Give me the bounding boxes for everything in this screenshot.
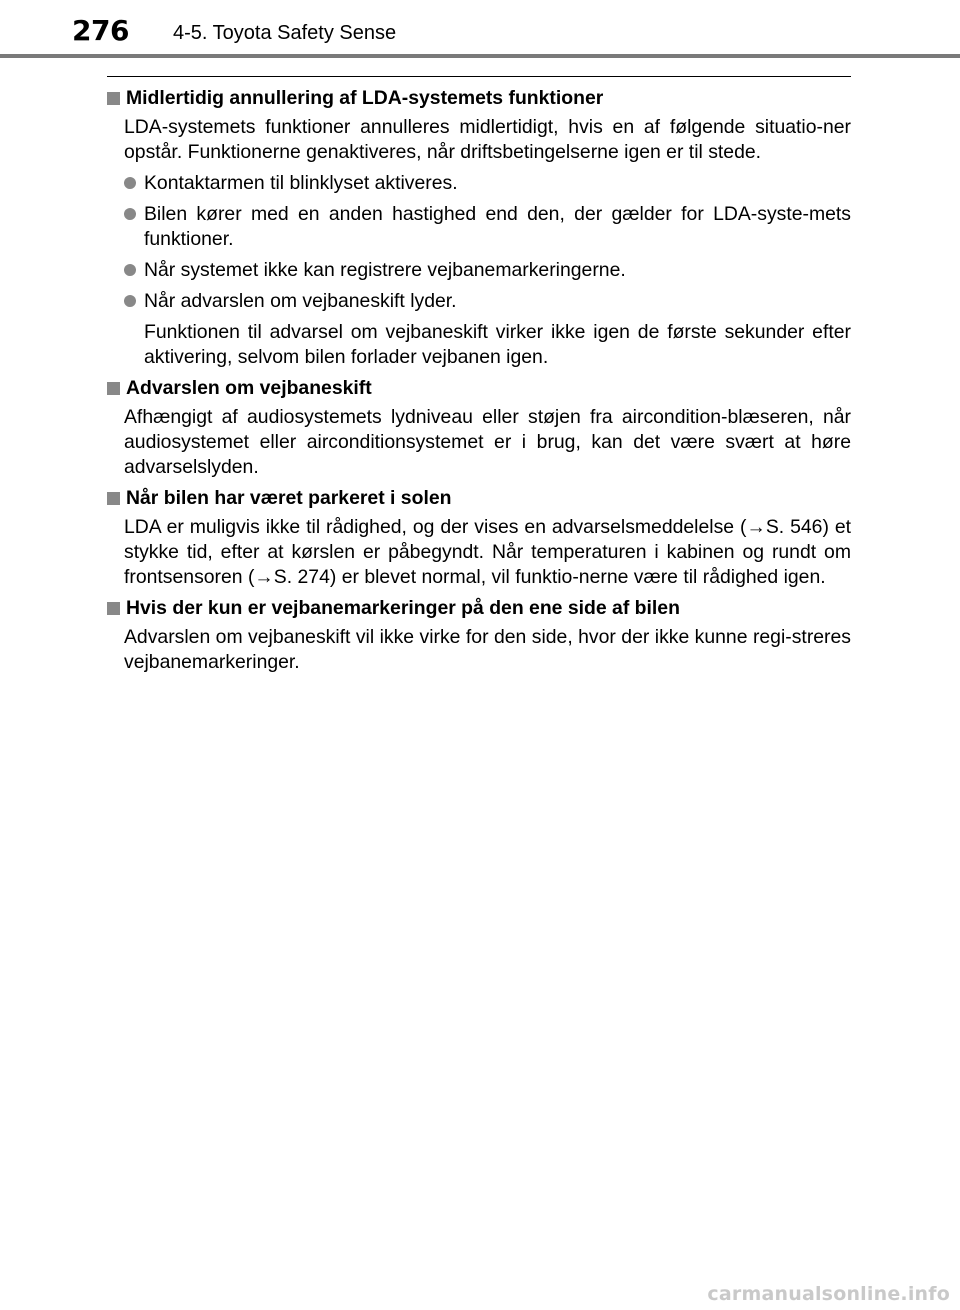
section-body: Afhængigt af audiosystemets lydniveau eller støjen fra aircondition-blæseren, når audiosystemet eller airconditionsystemet er i brug, kan det være svært at høre advarselslyden. bbox=[124, 406, 851, 478]
square-bullet-icon bbox=[107, 492, 120, 505]
list-item bbox=[124, 171, 851, 196]
section-lane-departure-warning bbox=[107, 376, 851, 480]
section-heading-text: Hvis der kun er vejbanemarkeringer på den ene side af bilen bbox=[126, 597, 680, 619]
watermark-link[interactable]: carmanualsonline.info bbox=[707, 1283, 950, 1305]
page-content bbox=[107, 86, 851, 681]
section-body: Advarslen om vejbaneskift vil ikke virke for den side, hvor der ikke kunne regi-streres vejbanemarkeringer. bbox=[124, 626, 851, 673]
page-header bbox=[0, 0, 960, 60]
bullet-list bbox=[124, 171, 851, 314]
list-item-text: Når systemet ikke kan registrere vejbanemarkeringerne. bbox=[144, 259, 626, 281]
section-title: 4-5. Toyota Safety Sense bbox=[173, 22, 397, 44]
bullet-note: Funktionen til advarsel om vejbaneskift virker ikke igen de første sekunder efter aktivering, selvom bilen forlader vejbanen igen. bbox=[144, 321, 851, 368]
list-item bbox=[124, 289, 851, 314]
square-bullet-icon bbox=[107, 602, 120, 615]
section-heading-text: Advarslen om vejbaneskift bbox=[126, 377, 372, 399]
section-heading-text: Midlertidig annullering af LDA-systemets funktioner bbox=[126, 87, 604, 109]
section-heading-text: Når bilen har været parkeret i solen bbox=[126, 487, 452, 509]
round-bullet-icon bbox=[124, 264, 136, 276]
content-divider bbox=[107, 76, 851, 77]
section-heading bbox=[107, 86, 851, 111]
round-bullet-icon bbox=[124, 295, 136, 307]
square-bullet-icon bbox=[107, 382, 120, 395]
list-item-text: Bilen kører med en anden hastighed end den, der gælder for LDA-syste-mets funktioner. bbox=[144, 203, 851, 250]
section-parked-in-sun bbox=[107, 486, 851, 590]
section-intro: LDA-systemets funktioner annulleres midlertidigt, hvis en af følgende situatio-ner opstår. Funktionerne genaktiveres, når driftsbetingelserne igen er til stede. bbox=[124, 116, 851, 163]
round-bullet-icon bbox=[124, 208, 136, 220]
square-bullet-icon bbox=[107, 92, 120, 105]
section-heading bbox=[107, 486, 851, 511]
list-item bbox=[124, 258, 851, 283]
header-rule bbox=[0, 54, 960, 58]
page-number: 276 bbox=[72, 14, 129, 47]
list-item-text: Når advarslen om vejbaneskift lyder. bbox=[144, 290, 457, 312]
list-item-text: Kontaktarmen til blinklyset aktiveres. bbox=[144, 172, 458, 194]
section-body: LDA er muligvis ikke til rådighed, og der vises en advarselsmeddelelse (→S. 546) et stykke tid, efter at kørslen er påbegyndt. Når temperaturen i kabinen og rundt om frontsensoren (→S. 274) er blevet normal, vil funktio-nerne være til rådighed igen. bbox=[124, 516, 851, 588]
round-bullet-icon bbox=[124, 177, 136, 189]
section-one-side-markings bbox=[107, 596, 851, 675]
section-heading bbox=[107, 376, 851, 401]
section-heading bbox=[107, 596, 851, 621]
section-lda-cancel bbox=[107, 86, 851, 370]
list-item bbox=[124, 202, 851, 252]
